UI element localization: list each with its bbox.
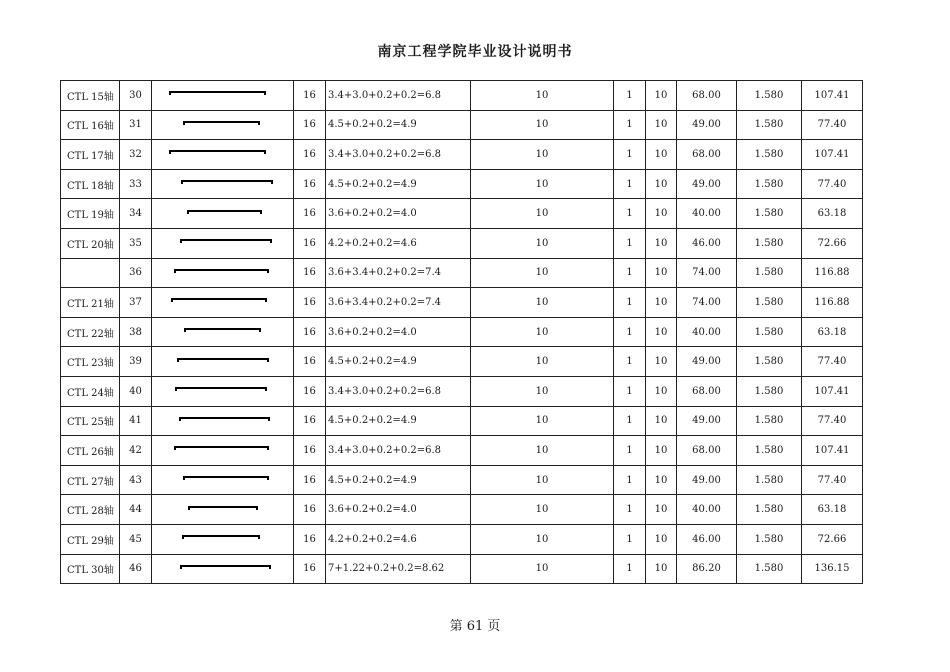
table-row xyxy=(61,436,863,466)
row-count: 1 xyxy=(614,554,646,584)
row-total-length: 68.00 xyxy=(677,81,737,111)
row-total-count: 10 xyxy=(646,554,677,584)
row-weight: 116.88 xyxy=(802,258,863,288)
page-number: 第 61 页 xyxy=(449,619,501,634)
row-count: 1 xyxy=(614,258,646,288)
row-bar-number: 44 xyxy=(120,495,152,525)
row-axis-name: CTL 21轴 xyxy=(61,288,120,318)
row-total-count: 10 xyxy=(646,495,677,525)
row-bar-number: 32 xyxy=(120,140,152,170)
row-total-length: 74.00 xyxy=(677,288,737,318)
row-length: 10 xyxy=(471,436,614,466)
row-axis-name: CTL 30轴 xyxy=(61,554,120,584)
row-length: 10 xyxy=(471,258,614,288)
row-total-length: 49.00 xyxy=(677,347,737,377)
row-bar-shape xyxy=(152,465,294,495)
table-row xyxy=(61,495,863,525)
row-diameter: 16 xyxy=(294,140,326,170)
row-length-formula: 3.6+0.2+0.2=4.0 xyxy=(326,495,471,525)
row-length-formula: 4.5+0.2+0.2=4.9 xyxy=(326,465,471,495)
row-bar-shape xyxy=(152,140,294,170)
row-weight: 72.66 xyxy=(802,228,863,258)
row-weight: 63.18 xyxy=(802,199,863,229)
row-length-formula: 3.6+3.4+0.2+0.2=7.4 xyxy=(326,288,471,318)
row-total-count: 10 xyxy=(646,169,677,199)
rebar-sketch-icon xyxy=(181,180,273,184)
row-unit-weight: 1.580 xyxy=(737,169,802,199)
row-diameter: 16 xyxy=(294,436,326,466)
row-bar-shape xyxy=(152,258,294,288)
row-total-count: 10 xyxy=(646,199,677,229)
row-bar-number: 46 xyxy=(120,554,152,584)
row-total-count: 10 xyxy=(646,228,677,258)
row-bar-number: 35 xyxy=(120,228,152,258)
row-count: 1 xyxy=(614,140,646,170)
row-length: 10 xyxy=(471,465,614,495)
table-row xyxy=(61,81,863,111)
row-total-count: 10 xyxy=(646,140,677,170)
rebar-sketch-icon xyxy=(177,358,269,362)
row-count: 1 xyxy=(614,376,646,406)
row-weight: 77.40 xyxy=(802,110,863,140)
row-bar-number: 37 xyxy=(120,288,152,318)
row-axis-name: CTL 15轴 xyxy=(61,81,120,111)
row-bar-number: 31 xyxy=(120,110,152,140)
row-axis-name: CTL 16轴 xyxy=(61,110,120,140)
row-weight: 63.18 xyxy=(802,317,863,347)
table-row xyxy=(61,199,863,229)
row-diameter: 16 xyxy=(294,406,326,436)
row-total-length: 49.00 xyxy=(677,169,737,199)
row-weight: 63.18 xyxy=(802,495,863,525)
row-diameter: 16 xyxy=(294,376,326,406)
row-count: 1 xyxy=(614,228,646,258)
table-row xyxy=(61,258,863,288)
rebar-sketch-icon xyxy=(169,150,266,154)
row-total-count: 10 xyxy=(646,258,677,288)
row-unit-weight: 1.580 xyxy=(737,81,802,111)
rebar-sketch-icon xyxy=(183,121,260,125)
table-row xyxy=(61,228,863,258)
row-unit-weight: 1.580 xyxy=(737,376,802,406)
row-bar-number: 40 xyxy=(120,376,152,406)
row-total-length: 74.00 xyxy=(677,258,737,288)
row-total-count: 10 xyxy=(646,524,677,554)
rebar-sketch-icon xyxy=(174,269,269,273)
row-bar-number: 42 xyxy=(120,436,152,466)
row-bar-number: 38 xyxy=(120,317,152,347)
row-weight: 77.40 xyxy=(802,465,863,495)
row-unit-weight: 1.580 xyxy=(737,140,802,170)
row-total-count: 10 xyxy=(646,436,677,466)
row-axis-name: CTL 19轴 xyxy=(61,199,120,229)
row-count: 1 xyxy=(614,169,646,199)
row-bar-shape xyxy=(152,228,294,258)
row-length-formula: 4.5+0.2+0.2=4.9 xyxy=(326,110,471,140)
row-length-formula: 4.5+0.2+0.2=4.9 xyxy=(326,406,471,436)
row-axis-name: CTL 29轴 xyxy=(61,524,120,554)
table-row xyxy=(61,317,863,347)
row-weight: 107.41 xyxy=(802,140,863,170)
row-bar-shape xyxy=(152,554,294,584)
row-bar-shape xyxy=(152,169,294,199)
row-total-length: 49.00 xyxy=(677,406,737,436)
row-axis-name: CTL 25轴 xyxy=(61,406,120,436)
row-total-length: 49.00 xyxy=(677,465,737,495)
row-weight: 136.15 xyxy=(802,554,863,584)
row-length-formula: 4.2+0.2+0.2=4.6 xyxy=(326,524,471,554)
row-unit-weight: 1.580 xyxy=(737,199,802,229)
row-unit-weight: 1.580 xyxy=(737,495,802,525)
row-unit-weight: 1.580 xyxy=(737,347,802,377)
row-axis-name: CTL 28轴 xyxy=(61,495,120,525)
row-count: 1 xyxy=(614,347,646,377)
table-row xyxy=(61,524,863,554)
rebar-sketch-icon xyxy=(169,91,266,95)
row-total-length: 68.00 xyxy=(677,140,737,170)
row-total-count: 10 xyxy=(646,317,677,347)
row-length-formula: 4.5+0.2+0.2=4.9 xyxy=(326,169,471,199)
row-bar-shape xyxy=(152,436,294,466)
row-length-formula: 3.6+0.2+0.2=4.0 xyxy=(326,317,471,347)
row-total-count: 10 xyxy=(646,81,677,111)
row-total-count: 10 xyxy=(646,406,677,436)
row-diameter: 16 xyxy=(294,169,326,199)
row-diameter: 16 xyxy=(294,524,326,554)
row-unit-weight: 1.580 xyxy=(737,436,802,466)
table-row xyxy=(61,110,863,140)
table-row xyxy=(61,465,863,495)
row-axis-name: CTL 17轴 xyxy=(61,140,120,170)
row-axis-name: CTL 23轴 xyxy=(61,347,120,377)
table-row xyxy=(61,140,863,170)
row-total-count: 10 xyxy=(646,376,677,406)
row-axis-name: CTL 18轴 xyxy=(61,169,120,199)
row-length-formula: 3.6+3.4+0.2+0.2=7.4 xyxy=(326,258,471,288)
row-axis-name: CTL 27轴 xyxy=(61,465,120,495)
row-weight: 72.66 xyxy=(802,524,863,554)
row-total-length: 68.00 xyxy=(677,376,737,406)
row-count: 1 xyxy=(614,288,646,318)
rebar-schedule-table xyxy=(60,80,863,584)
rebar-sketch-icon xyxy=(171,298,267,302)
row-length-formula: 4.2+0.2+0.2=4.6 xyxy=(326,228,471,258)
row-count: 1 xyxy=(614,199,646,229)
row-bar-shape xyxy=(152,376,294,406)
row-unit-weight: 1.580 xyxy=(737,524,802,554)
table-row xyxy=(61,376,863,406)
row-length: 10 xyxy=(471,554,614,584)
row-bar-shape xyxy=(152,495,294,525)
row-axis-name: CTL 24轴 xyxy=(61,376,120,406)
row-bar-number: 43 xyxy=(120,465,152,495)
row-count: 1 xyxy=(614,406,646,436)
row-diameter: 16 xyxy=(294,347,326,377)
row-total-length: 49.00 xyxy=(677,110,737,140)
row-bar-number: 30 xyxy=(120,81,152,111)
row-total-count: 10 xyxy=(646,110,677,140)
row-count: 1 xyxy=(614,81,646,111)
row-length: 10 xyxy=(471,110,614,140)
table-row xyxy=(61,554,863,584)
row-total-length: 46.00 xyxy=(677,228,737,258)
row-length-formula: 3.6+0.2+0.2=4.0 xyxy=(326,199,471,229)
rebar-sketch-icon xyxy=(174,446,269,450)
table-row xyxy=(61,347,863,377)
row-bar-number: 39 xyxy=(120,347,152,377)
row-bar-shape xyxy=(152,317,294,347)
row-unit-weight: 1.580 xyxy=(737,258,802,288)
row-length-formula: 3.4+3.0+0.2+0.2=6.8 xyxy=(326,436,471,466)
row-length-formula: 3.4+3.0+0.2+0.2=6.8 xyxy=(326,140,471,170)
rebar-sketch-icon xyxy=(188,506,258,510)
row-bar-number: 45 xyxy=(120,524,152,554)
row-diameter: 16 xyxy=(294,554,326,584)
row-total-length: 40.00 xyxy=(677,495,737,525)
row-unit-weight: 1.580 xyxy=(737,317,802,347)
rebar-sketch-icon xyxy=(179,417,270,421)
row-count: 1 xyxy=(614,110,646,140)
row-count: 1 xyxy=(614,465,646,495)
row-total-length: 46.00 xyxy=(677,524,737,554)
row-weight: 107.41 xyxy=(802,376,863,406)
row-unit-weight: 1.580 xyxy=(737,465,802,495)
row-total-count: 10 xyxy=(646,288,677,318)
row-weight: 77.40 xyxy=(802,406,863,436)
row-bar-number: 41 xyxy=(120,406,152,436)
row-bar-shape xyxy=(152,199,294,229)
row-diameter: 16 xyxy=(294,228,326,258)
row-diameter: 16 xyxy=(294,465,326,495)
rebar-sketch-icon xyxy=(182,535,260,539)
row-length-formula: 7+1.22+0.2+0.2=8.62 xyxy=(326,554,471,584)
row-bar-shape xyxy=(152,81,294,111)
row-count: 1 xyxy=(614,436,646,466)
row-unit-weight: 1.580 xyxy=(737,110,802,140)
row-length: 10 xyxy=(471,495,614,525)
row-length: 10 xyxy=(471,317,614,347)
row-total-length: 86.20 xyxy=(677,554,737,584)
row-weight: 77.40 xyxy=(802,347,863,377)
row-bar-shape xyxy=(152,110,294,140)
row-count: 1 xyxy=(614,524,646,554)
row-weight: 107.41 xyxy=(802,81,863,111)
row-length: 10 xyxy=(471,524,614,554)
row-length: 10 xyxy=(471,288,614,318)
row-axis-name xyxy=(61,258,120,288)
row-length-formula: 3.4+3.0+0.2+0.2=6.8 xyxy=(326,376,471,406)
row-bar-shape xyxy=(152,347,294,377)
row-length: 10 xyxy=(471,199,614,229)
row-total-count: 10 xyxy=(646,347,677,377)
page-title: 南京工程学院毕业设计说明书 xyxy=(377,44,573,60)
row-diameter: 16 xyxy=(294,258,326,288)
row-total-count: 10 xyxy=(646,465,677,495)
row-length: 10 xyxy=(471,228,614,258)
row-bar-shape xyxy=(152,288,294,318)
row-bar-number: 33 xyxy=(120,169,152,199)
row-diameter: 16 xyxy=(294,81,326,111)
row-unit-weight: 1.580 xyxy=(737,554,802,584)
row-unit-weight: 1.580 xyxy=(737,406,802,436)
row-bar-shape xyxy=(152,524,294,554)
row-diameter: 16 xyxy=(294,110,326,140)
row-total-length: 40.00 xyxy=(677,199,737,229)
row-weight: 107.41 xyxy=(802,436,863,466)
row-count: 1 xyxy=(614,495,646,525)
row-diameter: 16 xyxy=(294,317,326,347)
row-bar-shape xyxy=(152,406,294,436)
row-diameter: 16 xyxy=(294,288,326,318)
rebar-sketch-icon xyxy=(180,239,272,243)
row-total-length: 68.00 xyxy=(677,436,737,466)
rebar-sketch-icon xyxy=(187,210,262,214)
table-row xyxy=(61,406,863,436)
rebar-sketch-icon xyxy=(184,328,261,332)
row-axis-name: CTL 26轴 xyxy=(61,436,120,466)
rebar-sketch-icon xyxy=(180,565,271,569)
row-axis-name: CTL 20轴 xyxy=(61,228,120,258)
row-unit-weight: 1.580 xyxy=(737,288,802,318)
row-bar-number: 34 xyxy=(120,199,152,229)
rebar-sketch-icon xyxy=(175,387,267,391)
row-length-formula: 3.4+3.0+0.2+0.2=6.8 xyxy=(326,81,471,111)
row-length: 10 xyxy=(471,81,614,111)
row-bar-number: 36 xyxy=(120,258,152,288)
row-length: 10 xyxy=(471,169,614,199)
row-length: 10 xyxy=(471,406,614,436)
row-weight: 77.40 xyxy=(802,169,863,199)
row-length: 10 xyxy=(471,140,614,170)
row-axis-name: CTL 22轴 xyxy=(61,317,120,347)
row-unit-weight: 1.580 xyxy=(737,228,802,258)
row-length: 10 xyxy=(471,376,614,406)
row-diameter: 16 xyxy=(294,495,326,525)
table-row xyxy=(61,169,863,199)
row-length: 10 xyxy=(471,347,614,377)
row-weight: 116.88 xyxy=(802,288,863,318)
row-total-length: 40.00 xyxy=(677,317,737,347)
table-row xyxy=(61,288,863,318)
row-count: 1 xyxy=(614,317,646,347)
rebar-sketch-icon xyxy=(183,476,269,480)
row-diameter: 16 xyxy=(294,199,326,229)
row-length-formula: 4.5+0.2+0.2=4.9 xyxy=(326,347,471,377)
table-body xyxy=(61,81,863,584)
